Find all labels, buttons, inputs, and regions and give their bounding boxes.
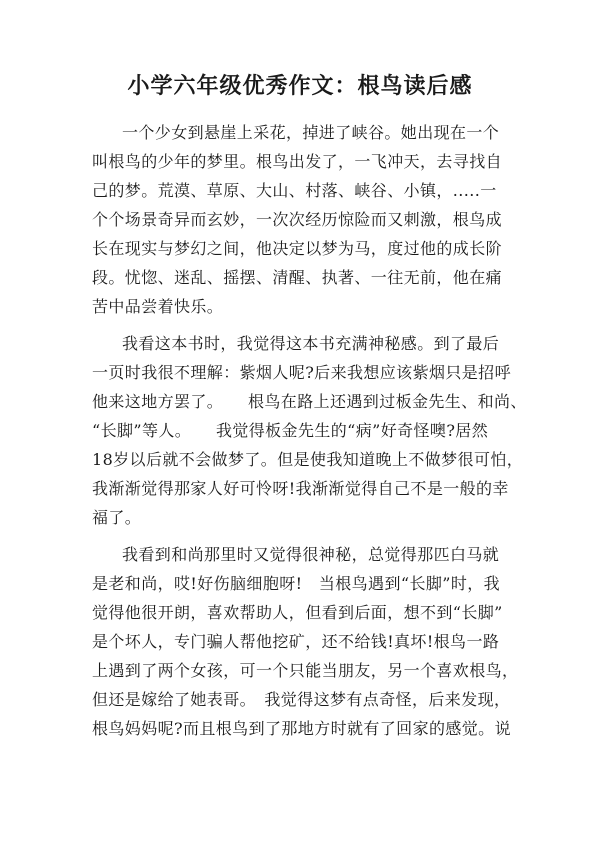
text-line: 是个坏人，专门骗人帮他挖矿，还不给钱!真坏!根鸟一路	[92, 632, 500, 651]
text-line: “长脚”等人。 我觉得板金先生的“病”好奇怪噢?居然	[92, 421, 489, 440]
text-line: 段。忧惚、迷乱、摇摆、清醒、执著、一往无前，他在痛	[92, 268, 503, 287]
text-line: 叫根鸟的少年的梦里。根鸟出发了，一飞冲天，去寻找自	[92, 152, 503, 171]
text-line: 个个场景奇异而玄妙，一次次经历惊险而又刺激，根鸟成	[92, 210, 503, 229]
text-line: 他来这地方罢了。 根鸟在路上还遇到过板金先生、和尚、	[92, 392, 527, 411]
text-line: 我看这本书时，我觉得这本书充满神秘感。到了最后	[122, 334, 500, 353]
text-line: 福了。	[92, 508, 142, 527]
text-line: 长在现实与梦幻之间，他决定以梦为马，度过他的成长阶	[92, 239, 503, 258]
text-line: 我看到和尚那里时又觉得很神秘，总觉得那匹白马就	[122, 545, 500, 564]
text-line: 18岁以后就不会做梦了。但是使我知道晚上不做梦很可怕，	[92, 450, 524, 469]
text-line: 一个少女到悬崖上采花，掉进了峡谷。她出现在一个	[122, 123, 500, 142]
paragraph-3	[92, 540, 519, 743]
paragraph-2	[92, 329, 527, 532]
text-line: 上遇到了两个女孩，可一个只能当朋友，另一个喜欢根鸟，	[92, 661, 519, 680]
text-line: 觉得他很开朗，喜欢帮助人，但看到后面，想不到“长脚”	[92, 603, 503, 622]
text-line: 己的梦。荒漠、草原、大山、村落、峡谷、小镇，.....一	[92, 181, 497, 200]
text-line: 根鸟妈妈呢?而且根鸟到了那地方时就有了回家的感觉。说	[92, 719, 511, 738]
text-line: 一页时我很不理解：紫烟人呢?后来我想应该紫烟只是招呼	[92, 363, 511, 382]
text-line: 苦中品尝着快乐。	[92, 297, 224, 316]
paragraph-1	[92, 118, 512, 321]
text-line: 是老和尚，哎!好伤脑细胞呀! 当根鸟遇到“长脚”时，我	[92, 574, 501, 593]
document-title: 小学六年级优秀作文：根鸟读后感	[127, 74, 473, 99]
text-line: 我渐渐觉得那家人好可怜呀!我渐渐觉得自己不是一般的幸	[92, 479, 509, 498]
document-body	[92, 118, 527, 751]
text-line: 但还是嫁给了她表哥。 我觉得这梦有点奇怪，后来发现，	[92, 690, 511, 709]
